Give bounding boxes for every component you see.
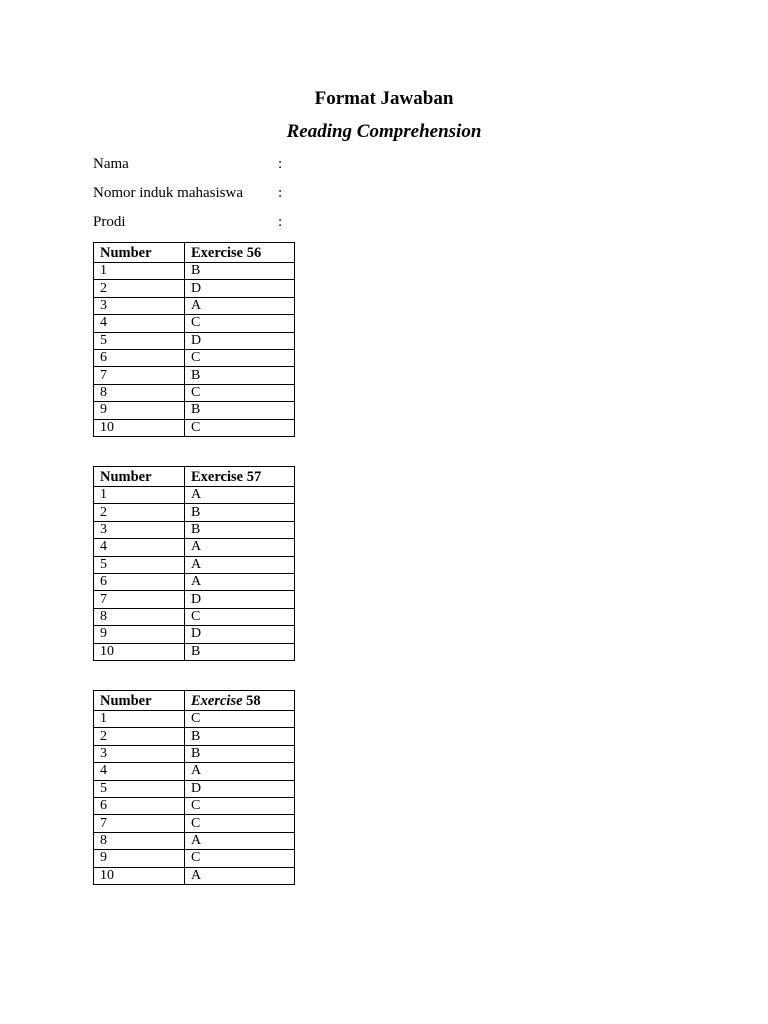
table-row [94,487,295,504]
table-row [94,349,295,366]
table-row [94,728,295,745]
row-answer: C [185,608,295,625]
row-answer: A [185,763,295,780]
row-number: 8 [94,608,185,625]
table-row [94,315,295,332]
table-row [94,332,295,349]
row-number: 5 [94,556,185,573]
header-exercise-word: Exercise [191,468,244,485]
table-row [94,367,295,384]
row-number: 9 [94,402,185,419]
row-number: 1 [94,711,185,728]
row-number: 3 [94,745,185,762]
row-answer: C [185,797,295,814]
table-row [94,521,295,538]
table-row [94,643,295,660]
field-separator: : [278,185,283,201]
table-header-row [94,243,295,263]
table-row [94,573,295,590]
row-number: 10 [94,643,185,660]
field-separator: : [278,156,283,172]
header-exercise-word: Exercise [191,692,243,709]
table-row [94,815,295,832]
row-answer: C [185,419,295,436]
table-header-row [94,691,295,711]
field-separator: : [278,214,283,230]
table-row [94,297,295,314]
row-answer: D [185,780,295,797]
row-answer: A [185,573,295,590]
table-row [94,556,295,573]
table-row [94,419,295,436]
table-row [94,384,295,401]
field-label: Prodi [93,214,126,230]
header-number: Number [94,467,185,487]
field-label: Nomor induk mahasiswa [93,185,243,201]
row-number: 2 [94,728,185,745]
row-answer: B [185,745,295,762]
table-row [94,797,295,814]
row-answer: A [185,832,295,849]
row-number: 9 [94,850,185,867]
row-number: 3 [94,297,185,314]
row-answer: A [185,297,295,314]
row-number: 9 [94,626,185,643]
row-answer: D [185,332,295,349]
table-row [94,263,295,280]
page-subtitle: Reading Comprehension [286,121,482,142]
answer-table-exercise-56 [93,242,295,437]
header-number: Number [94,691,185,711]
row-number: 1 [94,487,185,504]
table-row [94,280,295,297]
answer-table-exercise-58 [93,690,295,885]
page-title: Format Jawaban [314,88,454,109]
row-number: 8 [94,384,185,401]
table-row [94,591,295,608]
table-row [94,626,295,643]
row-answer: A [185,556,295,573]
row-answer: C [185,315,295,332]
row-answer: D [185,280,295,297]
row-number: 10 [94,867,185,884]
table-row [94,539,295,556]
row-number: 5 [94,332,185,349]
row-answer: C [185,349,295,366]
header-exercise-word: Exercise [191,244,244,261]
row-answer: A [185,867,295,884]
row-number: 1 [94,263,185,280]
row-answer: A [185,487,295,504]
answer-table-exercise-57 [93,466,295,661]
row-answer: B [185,728,295,745]
table-row [94,832,295,849]
row-number: 7 [94,367,185,384]
row-number: 6 [94,797,185,814]
row-answer: D [185,626,295,643]
row-number: 8 [94,832,185,849]
row-number: 5 [94,780,185,797]
row-answer: C [185,384,295,401]
header-exercise [185,243,295,263]
row-number: 2 [94,280,185,297]
row-number: 6 [94,349,185,366]
row-number: 7 [94,591,185,608]
row-number: 4 [94,763,185,780]
row-answer: C [185,815,295,832]
row-answer: B [185,263,295,280]
table-row [94,763,295,780]
row-answer: B [185,367,295,384]
table-row [94,850,295,867]
row-number: 4 [94,315,185,332]
header-exercise-num: 58 [246,692,261,709]
row-number: 4 [94,539,185,556]
table-row [94,745,295,762]
row-number: 10 [94,419,185,436]
header-exercise-num: 57 [246,468,262,485]
row-answer: C [185,850,295,867]
row-answer: B [185,504,295,521]
table-row [94,608,295,625]
row-answer: D [185,591,295,608]
header-exercise [185,467,295,487]
header-number: Number [94,243,185,263]
row-number: 7 [94,815,185,832]
row-answer: A [185,539,295,556]
header-exercise [185,691,295,711]
table-row [94,780,295,797]
table-row [94,867,295,884]
row-answer: C [185,711,295,728]
row-number: 6 [94,573,185,590]
row-answer: B [185,643,295,660]
table-header-row [94,467,295,487]
row-number: 2 [94,504,185,521]
table-row [94,711,295,728]
header-exercise-num: 56 [246,244,262,261]
table-row [94,504,295,521]
field-label: Nama [93,156,129,172]
row-number: 3 [94,521,185,538]
row-answer: B [185,521,295,538]
row-answer: B [185,402,295,419]
table-row [94,402,295,419]
